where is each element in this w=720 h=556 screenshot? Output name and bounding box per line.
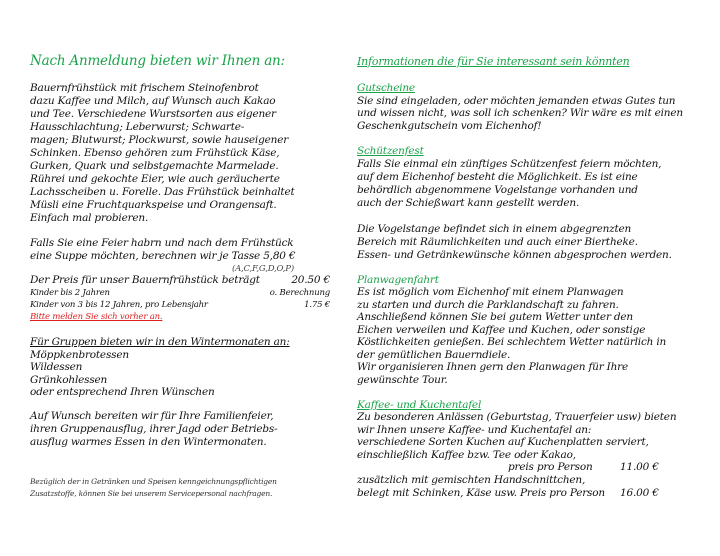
breakfast-price-row [30, 273, 330, 287]
text-line: Schinken. Ebenso gehören zum Frühstück Käse, [30, 147, 280, 159]
kids-value: o. Berechnung [269, 288, 330, 298]
text-line: und wissen nicht, was soll ich schenken? Wir wäre es mit einen [357, 107, 683, 119]
left-title: Nach Anmeldung bieten wir Ihnen an: [30, 53, 285, 69]
text-line: dazu Kaffee und Milch, auf Wunsch auch Kakao [30, 95, 276, 107]
text-line: und Tee. Verschiedene Wurstsorten aus eigener [30, 108, 276, 120]
text-line: Geschenkgutschein vom Eichenhof! [357, 120, 542, 132]
registration-notice: Bitte melden Sie sich vorher an. [30, 312, 163, 322]
text-line: zusätzlich mit gemischten Handschnittchen, [357, 474, 586, 486]
footnote: Bezüglich der in Getränken und Speisen kenngeichnungspflichtigen [30, 477, 277, 486]
text-line: Es ist möglich vom Eichenhof mit einem Planwagen [357, 286, 624, 298]
warm-food-line: ihren Gruppenausflug, ihrer Jagd oder Betriebs- [30, 423, 278, 435]
group-offer: Möppkenbrotessen [30, 349, 129, 361]
warm-food-line: Auf Wunsch bereiten wir für Ihre Familienfeier, [30, 410, 274, 422]
group-offer: Grünkohlessen [30, 374, 108, 386]
text-line: Einfach mal probieren. [30, 212, 149, 224]
section-heading-schuetzenfest: Schützenfest [357, 145, 424, 157]
section-heading-planwagen: Planwagenfahrt [357, 274, 439, 286]
text-line: behördlich abgenommene Vogelstange vorhanden und [357, 184, 638, 196]
text-line: Zu besonderen Anlässen (Geburtstag, Trauerfeier usw) bieten [357, 411, 677, 423]
section-heading-kaffee: Kaffee- und Kuchentafel [357, 399, 482, 411]
price-label: Der Preis für unser Bauernfrühstück beträgt [30, 274, 260, 286]
text-line: Wir organisieren Ihnen gern den Planwagen für Ihre [357, 361, 629, 373]
text-line: wir Ihnen unsere Kaffee- und Kuchentafel an: [357, 424, 592, 436]
text-line: Köstlichkeiten genießen. Bei schlechtem Wetter natürlich in [357, 336, 667, 348]
text-line: gewünschte Tour. [357, 374, 448, 386]
text-line: magen; Blutwurst; Plockwurst, sowie hauseigener [30, 134, 289, 146]
price-label: preis pro Person [508, 461, 593, 473]
section-heading-gutscheine: Gutscheine [357, 82, 415, 94]
kids-value: 1.75 € [304, 300, 330, 310]
text-line: Hausschlachtung; Leberwurst; Schwarte- [30, 121, 245, 133]
kids-label: Kinder bis 2 Jahren [30, 288, 110, 298]
price-value: 16.00 € [620, 487, 659, 499]
group-offer: Wildessen [30, 361, 83, 373]
footnote: Zusatzstoffe, können Sie bei unserem Servicepersonal nachfragen. [30, 489, 273, 498]
text-line: Sie sind eingeladen, oder möchten jemanden etwas Gutes tun [357, 95, 676, 107]
text-line: auf dem Eichenhof besteht die Möglichkeit. Es ist eine [357, 171, 638, 183]
text-line: der gemütlichen Bauerndiele. [357, 349, 511, 361]
right-title: Informationen die für Sie interessant sein könnten [357, 55, 630, 68]
soup-line: Falls Sie eine Feier habrn und nach dem Frühstück [30, 237, 294, 249]
text-line: Bereich mit Räumlichkeiten und auch einer Biertheke. [357, 236, 638, 248]
text-line: Eichen verweilen und Kaffee und Kuchen, oder sonstige [357, 324, 646, 336]
text-line: Anschließend können Sie bei gutem Wetter unter den [357, 311, 633, 323]
price-value: 11.00 € [620, 461, 659, 473]
warm-food-line: ausflug warmes Essen in den Wintermonaten. [30, 436, 267, 448]
group-offer: oder entsprechend Ihren Wünschen [30, 386, 215, 398]
text-line: Falls Sie einmal ein zünftiges Schützenfest feiern möchten, [357, 158, 662, 170]
text-line: Essen- und Getränkewünsche können abgesprochen werden. [357, 249, 672, 261]
text-line: zu starten und durch die Parklandschaft zu fahren. [357, 299, 619, 311]
text-line: einschließlich Kaffee bzw. Tee oder Kakao, [357, 449, 576, 461]
text-line: Müsli eine Fruchtquarkspeise und Orangensaft. [30, 199, 277, 211]
kids-label: Kinder von 3 bis 12 Jahren, pro Lebensjahr [30, 300, 208, 310]
text-line: verschiedene Sorten Kuchen auf Kuchenplatten serviert, [357, 436, 649, 448]
text-line: Bauernfrühstück mit frischem Steinofenbrot [30, 82, 259, 94]
text-line: Lachsscheiben u. Forelle. Das Frühstück beinhaltet [30, 186, 295, 198]
text-line: Die Vogelstange befindet sich in einem abgegrenzten [357, 223, 632, 235]
text-line: auch der Schießwart kann gestellt werden. [357, 197, 580, 209]
price-label: belegt mit Schinken, Käse usw. Preis pro Person [357, 487, 605, 499]
price-value: 20.50 € [291, 274, 330, 286]
text-line: Gurken, Quark und selbstgemachte Marmelade. [30, 160, 279, 172]
allergen-codes: (A,C,F,G,D,O,P) [232, 264, 294, 274]
groups-heading: Für Gruppen bieten wir in den Wintermonaten an: [30, 336, 290, 348]
text-line: Rührei und gekochte Eier, wie auch geräucherte [30, 173, 280, 185]
soup-line: eine Suppe möchten, berechnen wir je Tasse 5,80 € [30, 250, 296, 262]
